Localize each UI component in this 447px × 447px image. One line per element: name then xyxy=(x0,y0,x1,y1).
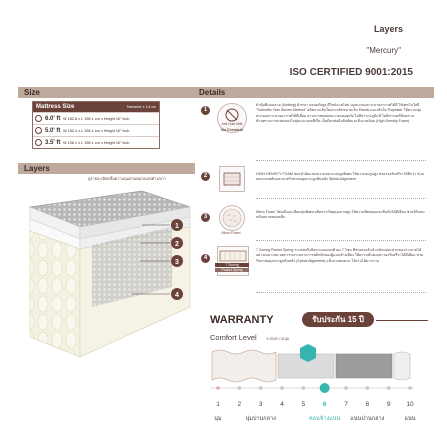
comfort-level-text: นุ่มปานกลาง xyxy=(245,416,276,422)
comfort-scale-number: 10 xyxy=(406,401,414,408)
comfort-scale-number: 8 xyxy=(365,401,370,408)
comfort-level-text: แน่น xyxy=(404,416,416,422)
size-dimensions: W 152.4 x L 198.1 cm x Height 10" inch xyxy=(63,128,130,133)
iso-certification: ISO CERTIFIED 9001:2015 xyxy=(289,67,413,78)
badge-7-zoning: 7 Zoning xyxy=(215,263,249,267)
comfort-scale-number: 9 xyxy=(386,401,391,408)
comfort-tick-dot xyxy=(344,386,348,390)
badge-pocket-spring: Pocket Spring xyxy=(215,268,249,272)
size-label: 3.5' ft xyxy=(45,139,61,146)
comfort-tick-dot xyxy=(238,386,242,390)
comfort-tick-dot xyxy=(366,386,370,390)
comfort-scale-number: 4 xyxy=(280,401,284,408)
comfort-tick-dot xyxy=(216,386,220,390)
badge-no-chemical: No Chemical xyxy=(221,128,243,132)
divider xyxy=(256,292,426,293)
radio-icon[interactable] xyxy=(35,139,42,146)
mattress-cross-section-illustration xyxy=(22,187,194,365)
warranty-value: รับประกัน 15 ปี xyxy=(302,312,374,327)
detail-text-3: Micro Foam โฟมเนื้อละเอียดนุ่มพิเศษ ผลิตจากวัสดุคุณภาพสูง ให้ความยืดหยุ่นและคืนตัวได้ดีเยี่ยม ช่วยให้นอนหลับสบายตลอดคืน xyxy=(256,210,425,220)
size-option-3-5ft[interactable] xyxy=(33,136,159,148)
detail-text-4: 7 Zoning Pocket Spring ระบบสปริงอิสระแบบแยกตัวถุง 7 โซน ที่ช่วยรองรับน้ำหนักแต่ละส่วนของร่างกายได้อย่างเหมาะสม ลดการรบกวนจากการพลิกตัวของผู้นอนข้างเคียง ให้ความมั่นคงและรองรับสรีระได้ดีเยี่ยม ช่วยรักษาสมดุลกระดูกสันหลัง (Spinal Alignment) แข็งแรงทนทาน ใช้งานได้ยาวนาน xyxy=(256,248,424,263)
comfort-scale-number: 7 xyxy=(344,401,348,408)
comfort-scale-number: 6 xyxy=(322,401,327,408)
comfort-tick-dot xyxy=(280,386,284,390)
radio-icon[interactable] xyxy=(35,127,42,134)
comfort-level-sublabel: ระดับความนุ่ม xyxy=(266,337,290,341)
comfort-tick-dot xyxy=(408,386,412,390)
size-label: 6.0' ft xyxy=(45,115,61,122)
divider xyxy=(256,198,426,199)
size-dimensions: W 182.8 x L 198.1 cm x Height 10" inch xyxy=(63,116,130,121)
layer-badge-1 xyxy=(171,219,183,231)
detail-number-1: 1 xyxy=(201,106,210,115)
layer-number: 1 xyxy=(175,223,179,230)
size-option-5ft[interactable] xyxy=(33,124,159,136)
section-bar-layers: Layers xyxy=(18,163,195,174)
detail-number-2: 2 xyxy=(201,172,210,181)
divider xyxy=(256,240,426,241)
comfort-tick-dot xyxy=(302,386,306,390)
comfort-level-text: แน่นปานกลาง xyxy=(350,416,385,422)
layer-badge-2 xyxy=(171,237,183,249)
page-title: Layers xyxy=(373,24,403,34)
detail-text-2: HIGH DENSITY FOAM ฟองน้ำอัดแน่นความหนาแน่นสูงพิเศษ ให้ความคงรูปสูง ช่วยรองรับสรีระได้ดีกว่า ช่วยลดแรงกดทับและช่วยรักษาสมดุลกระดูกสันหลัง Spinal Alignment xyxy=(256,172,424,182)
micro-foam-icon xyxy=(219,205,245,231)
comfort-selected-dot xyxy=(320,383,330,393)
comfort-level-label: Comfort Level xyxy=(210,333,257,342)
comfort-level-text: นุ่ม xyxy=(214,416,222,422)
layer-number: 2 xyxy=(175,241,179,248)
layer-number: 3 xyxy=(175,259,179,266)
badge-micro-foam: Micro Foam xyxy=(221,231,241,235)
size-table xyxy=(32,101,160,149)
comfort-scale-number: 3 xyxy=(258,401,263,408)
high-density-foam-icon xyxy=(219,166,245,192)
warranty-label: WARRANTY xyxy=(210,314,274,326)
comfort-tick-dot xyxy=(387,386,391,390)
size-table-title: Mattress Size xyxy=(36,104,75,110)
layer-number: 4 xyxy=(175,292,179,299)
comfort-tick-dot xyxy=(259,386,263,390)
comfort-level-text: ค่อนข้างแน่น xyxy=(308,416,341,422)
comfort-scale-number: 5 xyxy=(301,401,306,408)
pocket-spring-layer xyxy=(30,231,80,357)
comfort-scale-number: 2 xyxy=(237,401,242,408)
radio-icon[interactable] xyxy=(35,115,42,122)
divider xyxy=(376,320,428,321)
size-option-6ft[interactable] xyxy=(33,112,159,124)
size-label: 5.0' ft xyxy=(45,127,61,134)
layer-badge-3 xyxy=(171,255,183,267)
layer-badge-4 xyxy=(171,288,183,300)
comfort-scale-number: 1 xyxy=(216,401,220,408)
comfort-scale xyxy=(206,344,428,428)
size-table-header xyxy=(33,102,159,112)
product-name: "Mercury" xyxy=(366,46,401,55)
size-dimensions: W 106.1 x L 198.1 cm x Height 10" inch xyxy=(63,140,130,145)
detail-number-4: 4 xyxy=(201,254,210,263)
section-bar-details: Details xyxy=(193,87,434,98)
detail-number-3: 3 xyxy=(201,213,210,222)
layers-note: ดูรายละเอียดชั้นความนุ่มตามหมายเลขด้านขวา xyxy=(88,177,166,181)
comfort-scale-ticks xyxy=(214,383,415,422)
size-tolerance: Tolerance ± 1.5 cm xyxy=(126,105,156,109)
badge-anti-dust-mite: Anti Dust Mite xyxy=(221,122,243,126)
detail-text-1: ผ้าหุ้มที่นอนลาย (Knitting) ผ้าหนา ปลอดภัยสูง ดีไซน์ลายใหม่ นุ่มสบายและระบายอากาศได้ดี ใช้เทคโนโลยี "Scientific Yarn Woven Method" ผลิตจากเส้นใยแกะสลักขนาดเล็ก Elastic และเส้นใย Polyester ให้ความนุ่มสบายและระบายอากาศได้ดีเยี่ยม ผ่านการทดสอบความปลอดภัย ไม่มีสารก่อภูมิแพ้ ไม่มีสารเคมีอันตราย ต้านทานการสะสมของไรฝุ่นและแบคทีเรีย เป็นมิตรต่อผิวสัมผัสและสิ่งแวดล้อม (High Density Foam) xyxy=(256,103,422,124)
divider xyxy=(256,160,426,161)
section-bar-size: Size xyxy=(18,87,195,98)
